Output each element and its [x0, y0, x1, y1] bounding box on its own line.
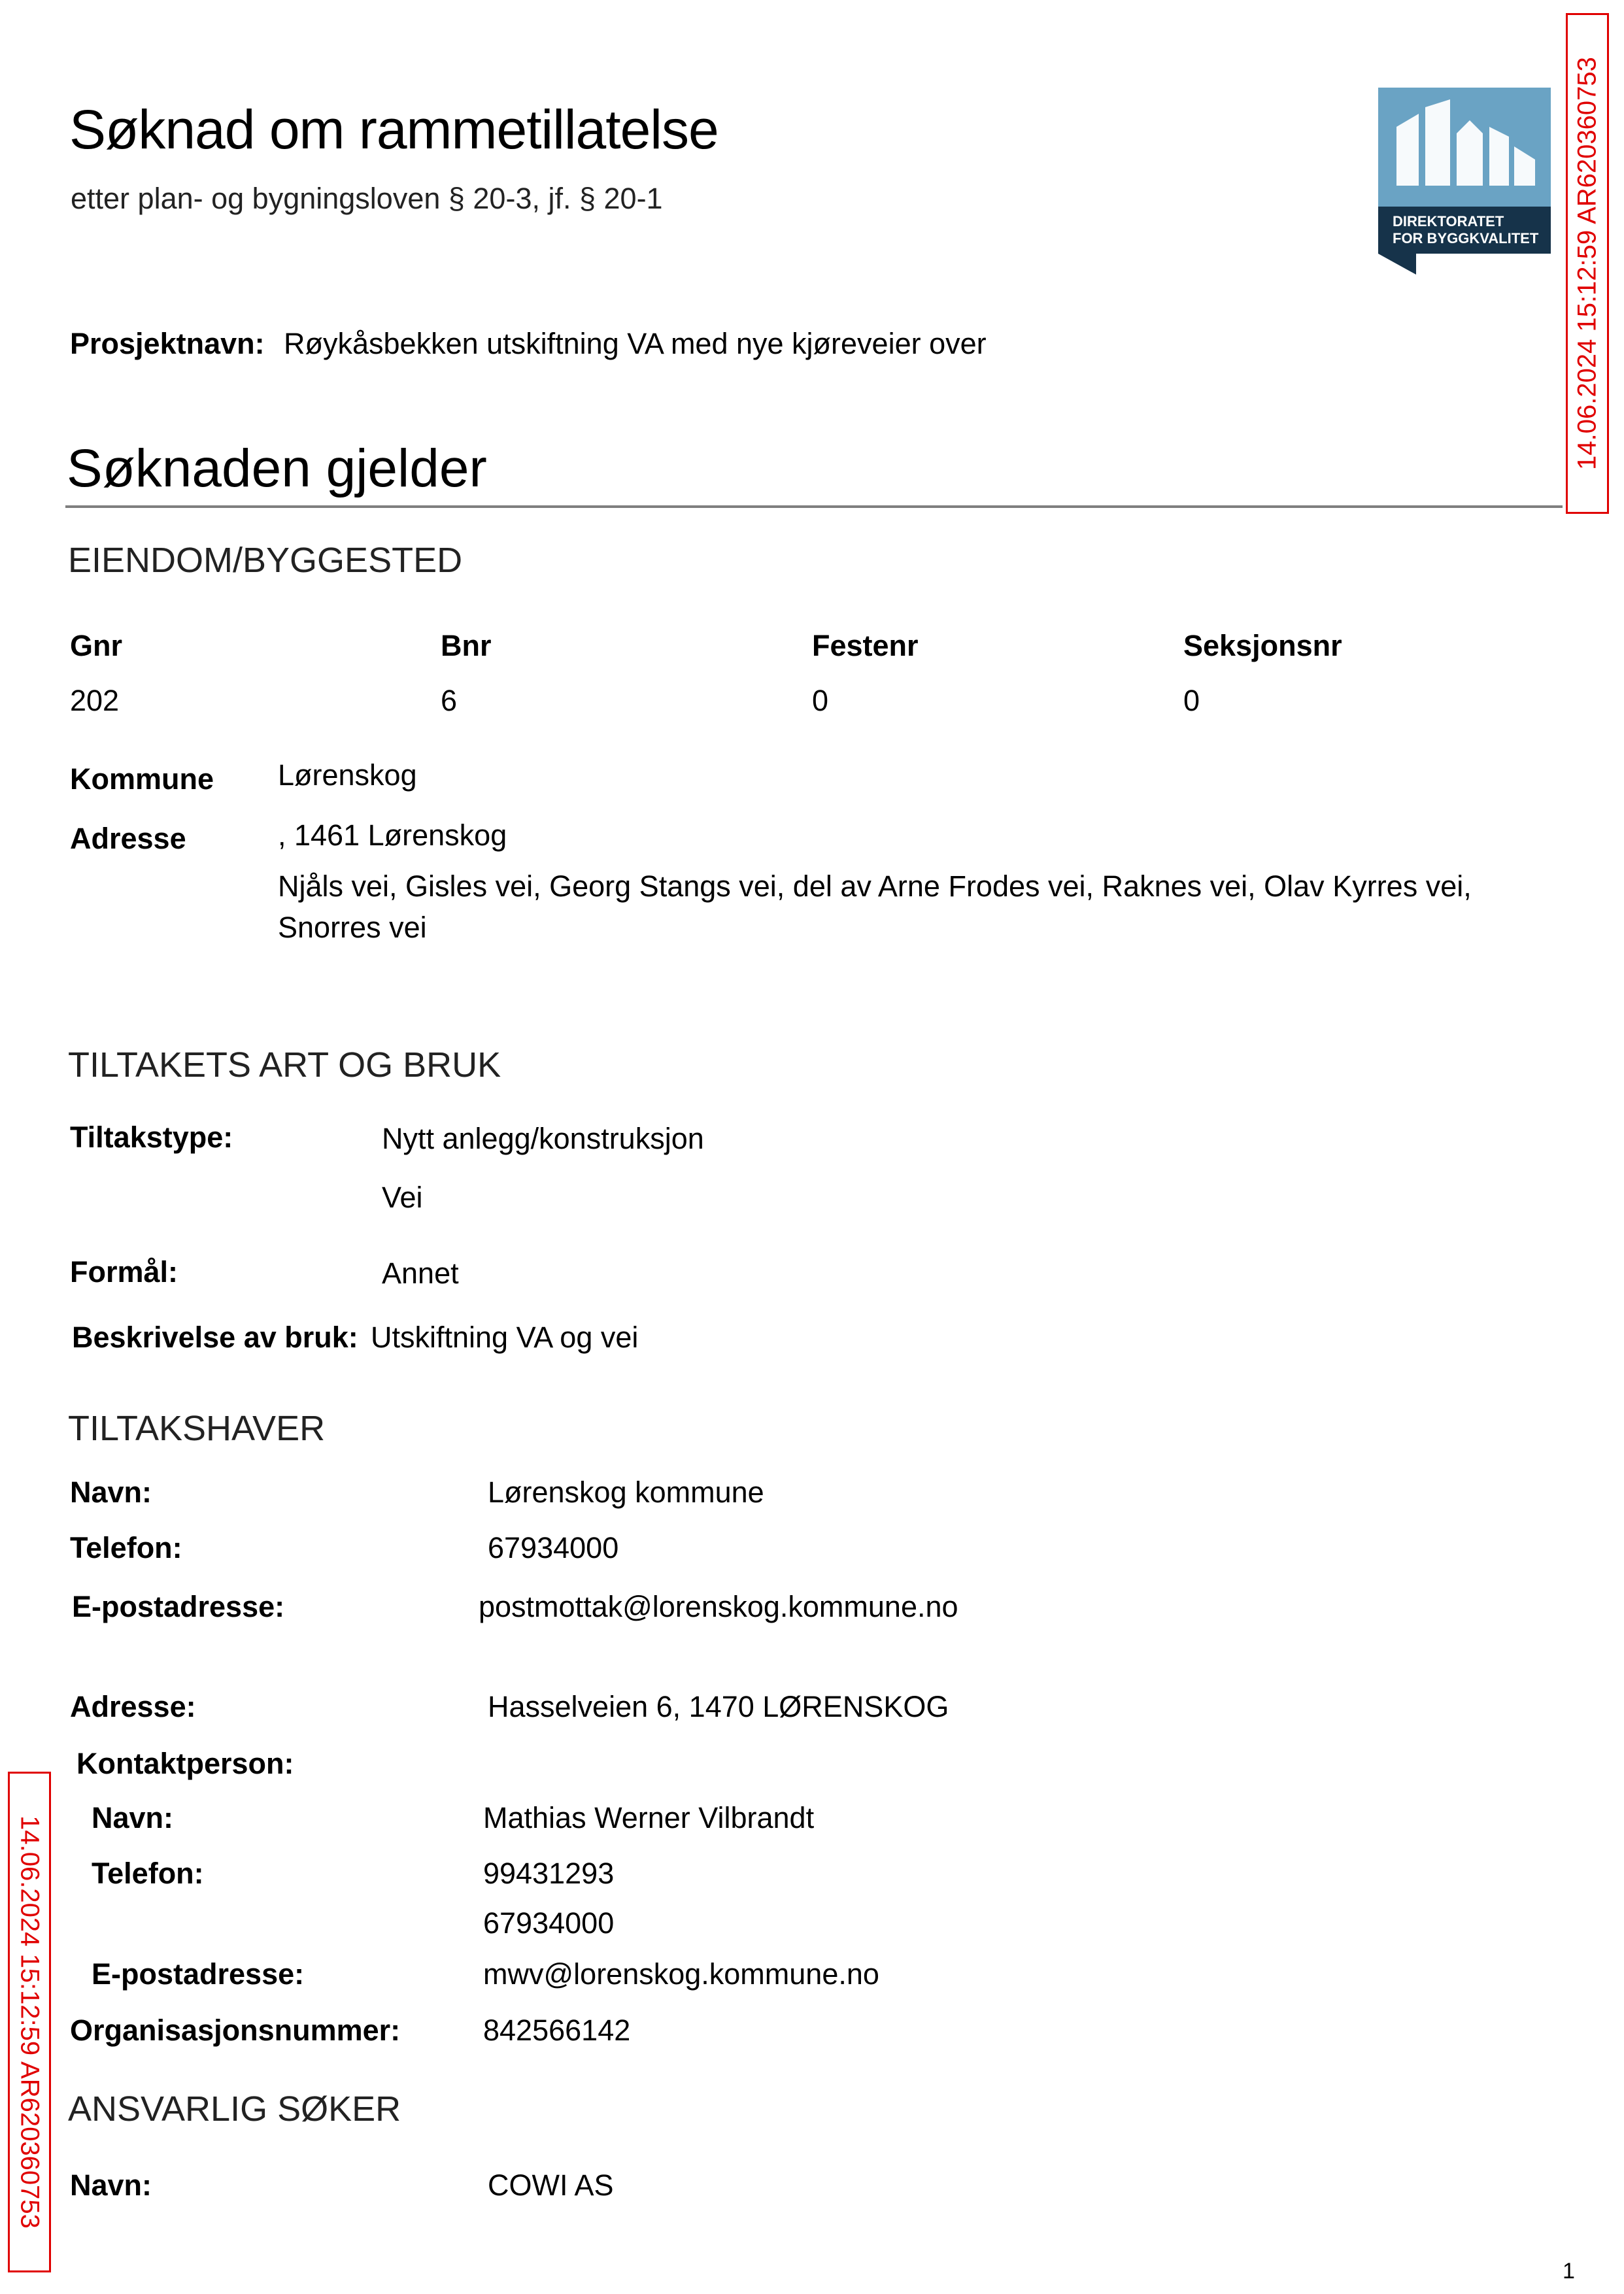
- adresse-line1: , 1461 Lørenskog: [278, 818, 507, 852]
- th-navn-value: Lørenskog kommune: [488, 1476, 764, 1509]
- beskrivelse-value: Utskiftning VA og vei: [371, 1321, 639, 1354]
- th-telefon-value: 67934000: [488, 1531, 619, 1564]
- section-ansvarlig: ANSVARLIG SØKER: [68, 2089, 401, 2129]
- th-epost-value: postmottak@lorenskog.kommune.no: [479, 1590, 958, 1623]
- as-navn-label: Navn:: [70, 2168, 152, 2202]
- th-adresse-value: Hasselveien 6, 1470 LØRENSKOG: [488, 1690, 949, 1723]
- kp-epost-value: mwv@lorenskog.kommune.no: [483, 1957, 879, 1991]
- document-subtitle: etter plan- og bygningsloven § 20-3, jf. § 20-1: [71, 182, 663, 215]
- gnr-value: 202: [70, 684, 120, 717]
- section-eiendom: EIENDOM/BYGGESTED: [68, 541, 463, 580]
- adresse-line2: Njåls vei, Gisles vei, Georg Stangs vei, del av Arne Frodes vei, Raknes vei, Olav Kyrres vei,: [278, 869, 1472, 903]
- project-value: Røykåsbekken utskiftning VA med nye kjøreveier over: [284, 327, 987, 360]
- bottom-stamp-text: 14.06.2024 15:12:59 AR620360753: [15, 1815, 44, 2229]
- col-gnr: Gnr: [70, 629, 123, 662]
- section-tiltak: TILTAKETS ART OG BRUK: [68, 1045, 501, 1085]
- adresse-line3: Snorres vei: [278, 911, 427, 944]
- main-heading: Søknaden gjelder: [67, 439, 487, 498]
- top-stamp: [1566, 13, 1609, 514]
- kp-epost-label: E-postadresse:: [92, 1957, 305, 1991]
- th-adresse-label: Adresse:: [70, 1690, 196, 1723]
- formal-value: Annet: [382, 1257, 459, 1290]
- heading-divider: [65, 505, 1563, 508]
- top-stamp-text: 14.06.2024 15:12:59 AR620360753: [1572, 57, 1602, 470]
- adresse-label: Adresse: [70, 822, 186, 855]
- formal-label: Formål:: [70, 1255, 178, 1289]
- kommune-value: Lørenskog: [278, 758, 417, 792]
- col-bnr: Bnr: [441, 629, 492, 662]
- kp-telefon-value-1: 99431293: [483, 1857, 615, 1890]
- page-number: 1: [1563, 2259, 1575, 2284]
- festenr-value: 0: [812, 684, 829, 717]
- tiltakstype-label: Tiltakstype:: [70, 1121, 233, 1154]
- col-festenr: Festenr: [812, 629, 919, 662]
- project-label: Prosjektnavn:: [70, 327, 265, 360]
- bottom-stamp: [8, 1772, 51, 2272]
- col-seksjonsnr: Seksjonsnr: [1183, 629, 1342, 662]
- dibk-logo: [1378, 88, 1551, 275]
- kommune-label: Kommune: [70, 762, 214, 796]
- orgnr-value: 842566142: [483, 2014, 631, 2047]
- kp-telefon-label: Telefon:: [92, 1857, 204, 1890]
- tiltakstype-value-1: Nytt anlegg/konstruksjon: [382, 1122, 704, 1155]
- bnr-value: 6: [441, 684, 458, 717]
- kp-navn-value: Mathias Werner Vilbrandt: [483, 1801, 815, 1834]
- th-navn-label: Navn:: [70, 1476, 152, 1509]
- kp-telefon-value-2: 67934000: [483, 1906, 615, 1940]
- th-epost-label: E-postadresse:: [72, 1590, 285, 1623]
- logo-text-2: FOR BYGGKVALITET: [1393, 230, 1539, 246]
- beskrivelse-label: Beskrivelse av bruk:: [72, 1321, 358, 1354]
- orgnr-label: Organisasjonsnummer:: [70, 2014, 401, 2047]
- document-title: Søknad om rammetillatelse: [69, 99, 719, 160]
- as-navn-value: COWI AS: [488, 2168, 614, 2202]
- logo-text-1: DIREKTORATET: [1393, 213, 1504, 229]
- tiltakstype-value-2: Vei: [382, 1181, 423, 1214]
- seksjonsnr-value: 0: [1183, 684, 1200, 717]
- kontaktperson-label: Kontaktperson:: [76, 1747, 294, 1780]
- th-telefon-label: Telefon:: [70, 1531, 182, 1564]
- section-tiltakshaver: TILTAKSHAVER: [68, 1409, 326, 1448]
- kp-navn-label: Navn:: [92, 1801, 174, 1834]
